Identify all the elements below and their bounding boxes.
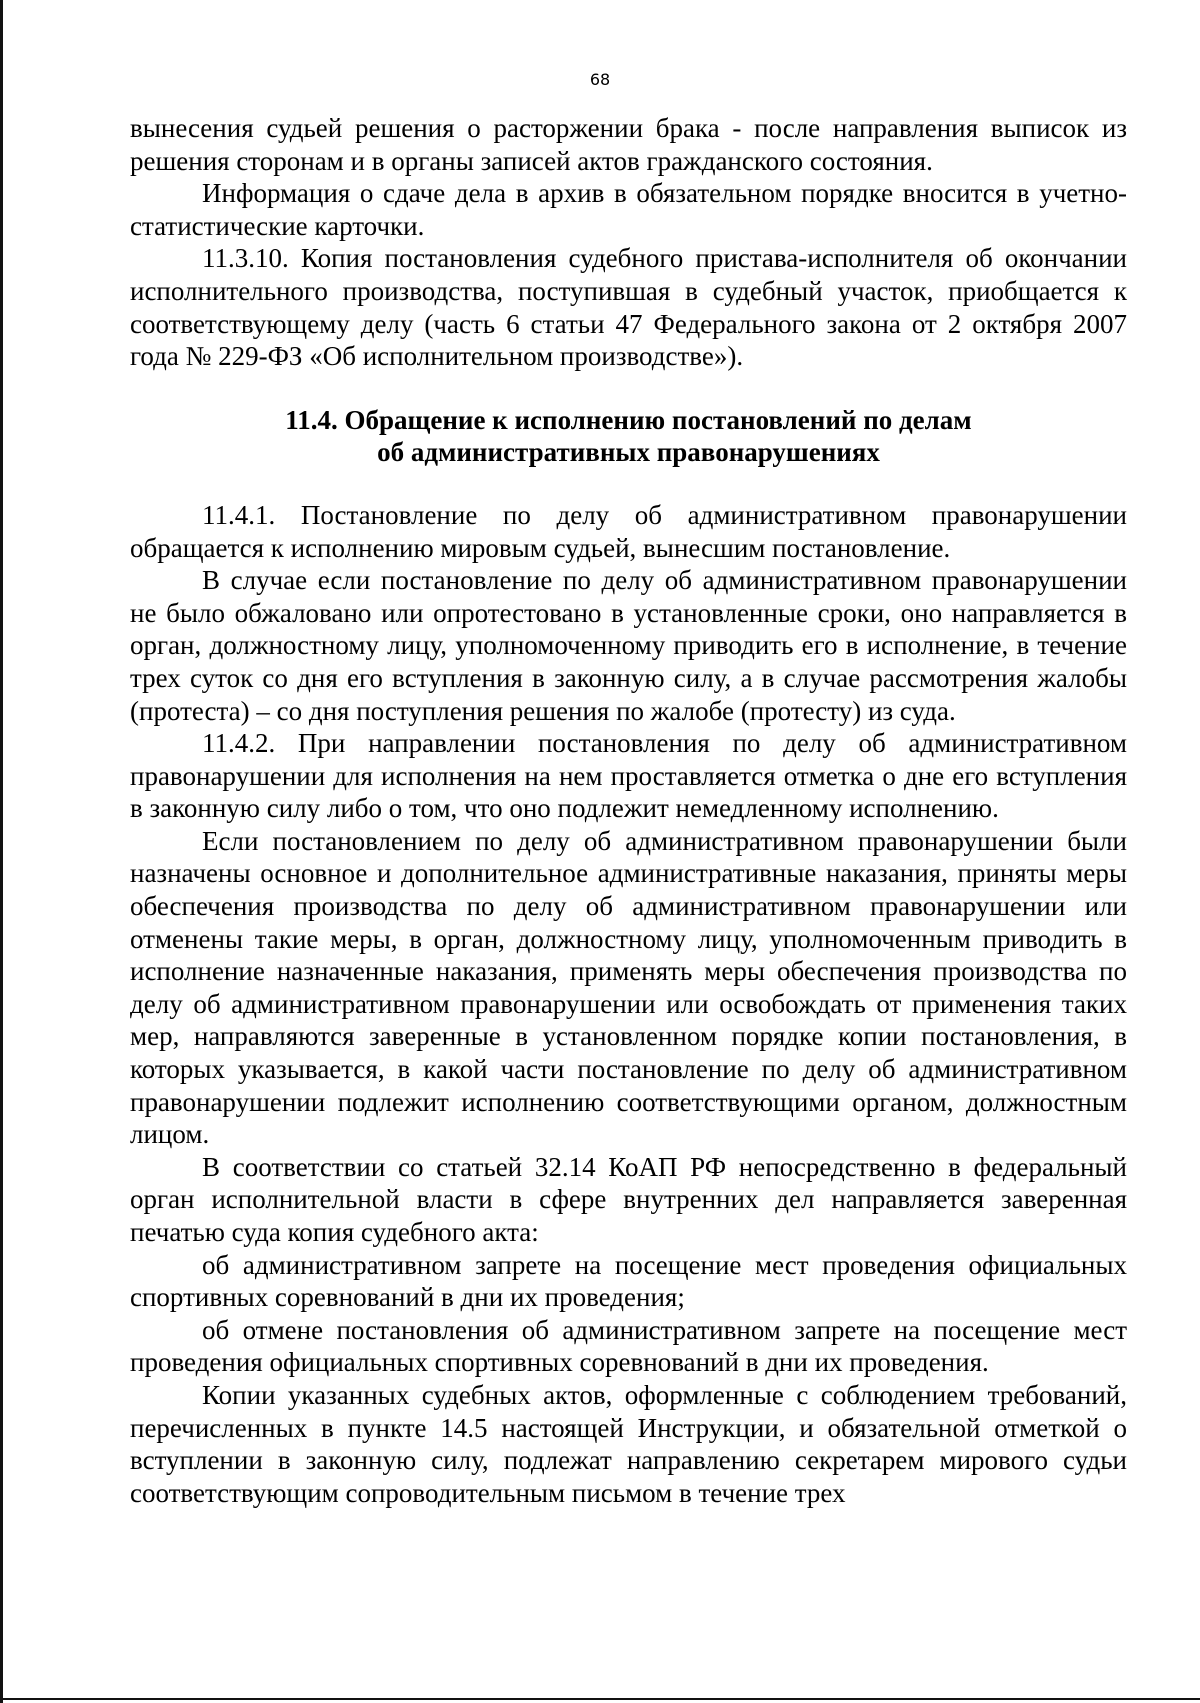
section-heading [130,404,1127,469]
scan-edge-bottom [0,1698,1200,1700]
paragraph: об отмене постановления об административном запрете на посещение мест проведения официальных спортивных соревнований в дни их проведения. [130,1314,1127,1378]
scan-edge-left [0,0,3,1703]
paragraph: 11.3.10. Копия постановления судебного пристава-исполнителя об окончании исполнительного производства, поступившая в судебный участок, приобщается к соответствующему делу (часть 6 статьи 47 Федерального закона от 2 октября 2007 года № 229-ФЗ «Об исполнительном производстве»). [130,243,1127,372]
paragraph: об административном запрете на посещение мест проведения официальных спортивных соревнований в дни их проведения; [130,1249,1127,1313]
paragraph: 11.4.2. При направлении постановления по делу об административном правонарушении для исполнения на нем проставляется отметка о дне его вступления в законную силу либо о том, что оно подлежит немедленному исполнению. [130,728,1127,824]
paragraph: Информация о сдаче дела в архив в обязательном порядке вносится в учетно-статистические карточки. [130,178,1127,241]
section-heading-line: 11.4. Обращение к исполнению постановлений по делам [285,404,972,435]
paragraph: В соответствии со статьей 32.14 КоАП РФ непосредственно в федеральный орган исполнительной власти в сфере внутренних дел направляется заверенная печатью суда копия судебного акта: [130,1151,1127,1247]
paragraph: В случае если постановление по делу об административном правонарушении не было обжаловано или опротестовано в установленные сроки, оно направляется в орган, должностному лицу, уполномоченному приводить его в исполнение, в течение трех суток со дня его вступления в законную силу, а в случае рассмотрения жалобы (протеста) – со дня поступления решения по жалобе (протесту) из суда. [130,565,1127,726]
document-body [130,112,1127,1509]
paragraph: вынесения судьей решения о расторжении брака - после направления выписок из решения сторонам и в органы записей актов гражданского состояния. [130,113,1127,176]
paragraph: Копии указанных судебных актов, оформленные с соблюдением требований, перечисленных в пункте 14.5 настоящей Инструкции, и обязательной отметкой о вступлении в законную силу, подлежат направлению секретарем мирового судьи соответствующим сопроводительным письмом в течение трех [130,1379,1127,1508]
section-heading-line: об административных правонарушениях [377,437,880,468]
page-number: 68 [589,70,611,89]
paragraph: 11.4.1. Постановление по делу об административном правонарушении обращается к исполнению мировым судьей, вынесшим постановление. [130,499,1127,563]
paragraph: Если постановлением по делу об административном правонарушении были назначены основное и дополнительное административные наказания, приняты меры обеспечения производства по делу об административном правонарушении или отменены такие меры, в орган, должностному лицу, уполномоченным приводить в исполнение назначенные наказания, применять меры обеспечения производства по делу об административном правонарушении или освобождать от применения таких мер, направляются заверенные в установленном порядке копии постановления, в которых указывается, в какой части постановление по делу об административном правонарушении подлежит исполнению соответствующими органом, должностным лицом. [130,825,1127,1150]
